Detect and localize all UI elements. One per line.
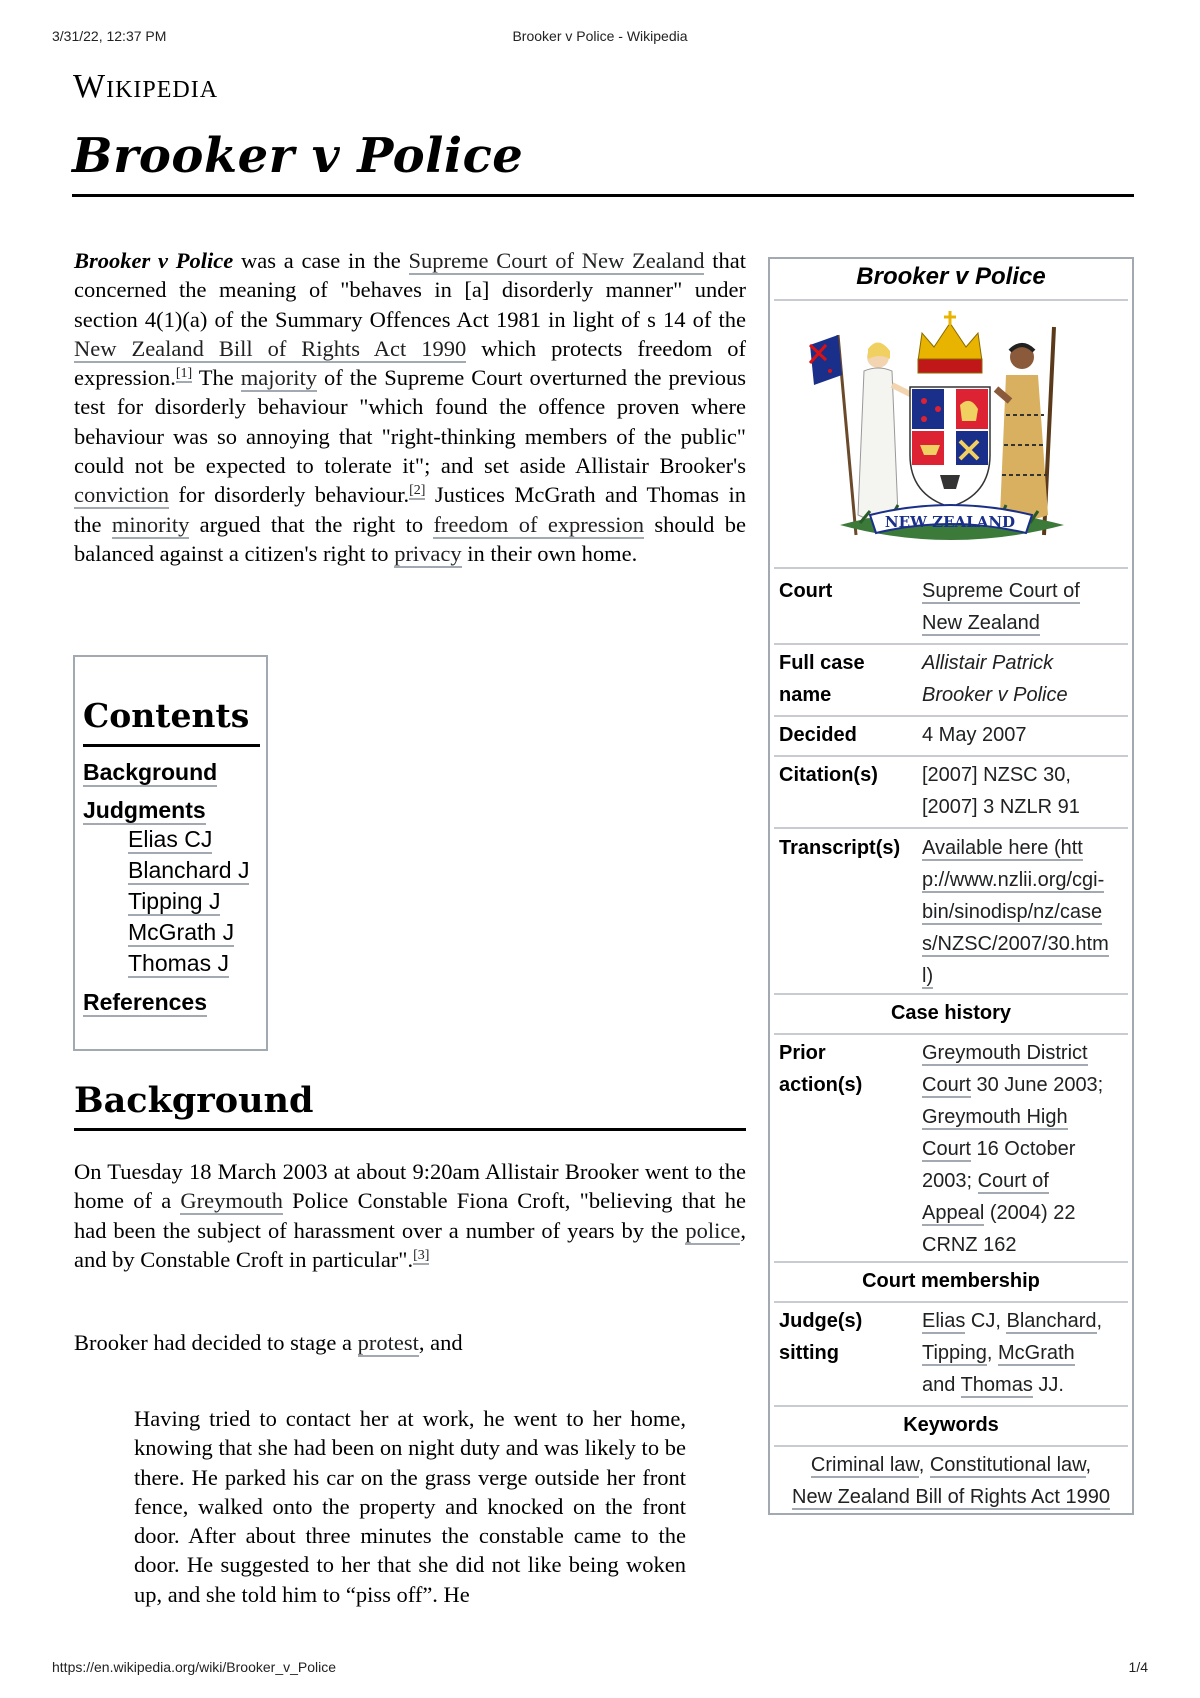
title-rule: [72, 194, 1134, 197]
link-police[interactable]: police: [685, 1217, 741, 1243]
lead-text: of the Supreme Court overturned the previous test for disorderly behaviour "which found the offence proven where behaviour was so annoying that "right-thinking members of the public" could not be expected to tolerate it"; and set aside Allistair Brooker's: [74, 365, 747, 479]
link-freedom-of-expression[interactable]: freedom of expression: [433, 511, 645, 537]
fullname-value: Allistair Patrick Brooker v Police: [922, 652, 1068, 706]
background-heading: Background: [74, 1080, 314, 1121]
transcript-value: [922, 832, 1128, 992]
link-greymouth-district-court[interactable]: Greymouth District: [922, 1042, 1088, 1064]
transcript-label: Transcript(s): [779, 837, 901, 859]
toc-item-background[interactable]: Background: [83, 759, 218, 785]
toc-item-elias[interactable]: Elias CJ: [128, 826, 213, 852]
table-of-contents: [73, 655, 268, 1051]
link-transcript[interactable]: p://www.nzlii.org/cgi-: [922, 869, 1105, 891]
keywords-value: Criminal law, Constitutional law, New Zealand Bill of Rights Act 1990: [792, 1454, 1110, 1508]
print-date: 3/31/22, 12:37 PM: [52, 28, 167, 44]
print-footer: [52, 1659, 1148, 1679]
link-nzbora[interactable]: New Zealand Bill of Rights Act 1990: [792, 1486, 1110, 1508]
toc-item-references[interactable]: References: [83, 989, 208, 1015]
infobox-separator: [774, 1405, 1128, 1407]
link-supreme-court[interactable]: Supreme Court of New Zealand: [408, 248, 705, 273]
para-text: , and: [418, 1330, 463, 1355]
toc-item-tipping[interactable]: Tipping J: [128, 888, 221, 914]
link-tipping[interactable]: Tipping: [922, 1342, 987, 1364]
infobox-separator: [774, 827, 1128, 829]
decided-label: Decided: [779, 724, 857, 746]
infobox-separator: [774, 1445, 1128, 1447]
lead-text: which protects freedom of expression.: [74, 335, 746, 391]
infobox-title: Brooker v Police: [856, 263, 1046, 290]
link-court[interactable]: Supreme Court of: [922, 580, 1080, 602]
keywords-header: Keywords: [903, 1414, 999, 1436]
print-url: https://en.wikipedia.org/wiki/Brooker_v_Police: [52, 1659, 337, 1675]
block-quote: Having tried to contact her at work, he went to her home, knowing that she had been on night duty and was likely to be there. He parked his car on the grass verge outside her front fence, walked onto the property and knocked on the front door. After about three minutes the constable came to the door. He suggested to her that she did not like being woken up, and she told him to “piss off”. He: [134, 1406, 686, 1607]
print-page-number: 1/4: [1128, 1659, 1148, 1675]
link-privacy[interactable]: privacy: [394, 540, 462, 566]
infobox-separator: [774, 1033, 1128, 1035]
infobox-separator: [774, 299, 1128, 301]
judges-label: Judge(s) sitting: [779, 1310, 863, 1364]
lead-text: for disorderly behaviour.: [168, 482, 410, 508]
link-transcript[interactable]: bin/sinodisp/nz/case: [922, 901, 1103, 923]
lead-text: was a case in the: [233, 248, 409, 273]
para-text: Brooker had decided to stage a: [74, 1330, 358, 1355]
background-rule: [74, 1128, 746, 1131]
page-title: Brooker v Police: [72, 128, 524, 184]
decided-value: 4 May 2007: [922, 724, 1027, 746]
coat-of-arms-emblem[interactable]: [800, 305, 1100, 565]
toc-item-mcgrath[interactable]: McGrath J: [128, 919, 235, 945]
link-court-2[interactable]: New Zealand: [922, 612, 1040, 634]
para-text: On Tuesday 18 March 2003 at about 9:20am Allistair Brooker went to the home of a: [74, 1159, 746, 1214]
link-transcript[interactable]: Available here (htt: [922, 837, 1083, 859]
lead-text: should be balanced against a citizen's right to: [74, 511, 746, 566]
link-elias[interactable]: Elias: [922, 1310, 966, 1332]
toc-item-judgments[interactable]: Judgments: [83, 797, 206, 823]
citation-value: [2007] NZSC 30, [2007] 3 NZLR 91: [922, 764, 1080, 818]
background-paragraph-1: [74, 1157, 746, 1274]
link-criminal-law[interactable]: Criminal law: [810, 1454, 919, 1476]
link-blanchard[interactable]: Blanchard: [1006, 1310, 1097, 1332]
para-text: Police Constable Fiona Croft, "believing that he had been the subject of harassment over a number of years by the: [74, 1188, 746, 1243]
prior-actions-value: Greymouth District Court 30 June 2003; Greymouth High Court 16 October 2003; Court of Appeal (2004) 22 CRNZ 162: [922, 1042, 1104, 1256]
infobox-separator: [774, 993, 1128, 995]
infobox-separator: [774, 567, 1128, 569]
link-greymouth-district-court[interactable]: Court: [922, 1074, 971, 1096]
lead-text: Justices McGrath and Thomas in the: [74, 482, 746, 537]
case-history-header: Case history: [890, 1002, 1012, 1024]
infobox-separator: [774, 1301, 1128, 1303]
link-thomas[interactable]: Thomas: [960, 1374, 1033, 1396]
emblem-banner-text: NEW ZEALAND: [884, 513, 1016, 531]
judges-value: Elias CJ, Blanchard, Tipping, McGrath and Thomas JJ.: [922, 1310, 1103, 1396]
link-greymouth[interactable]: Greymouth: [180, 1188, 283, 1214]
link-greymouth-high-court[interactable]: Court: [922, 1138, 971, 1160]
print-title: Brooker v Police - Wikipedia: [512, 28, 688, 44]
infobox-separator: [774, 755, 1128, 757]
citation-label: Citation(s): [779, 764, 878, 786]
wikipedia-wordmark[interactable]: Wikipedia: [73, 68, 219, 105]
fullname-label: Full case name: [779, 652, 865, 706]
court-membership-header: Court membership: [862, 1270, 1040, 1292]
ref-1[interactable]: [1]: [175, 366, 193, 382]
lead-text: in their own home.: [461, 540, 638, 566]
infobox-separator: [774, 715, 1128, 717]
background-paragraph-2: [74, 1328, 746, 1357]
lead-text: that concerned the meaning of "behaves in [a] disorderly manner" under section 4(1)(a) of the Summary Offences Act 1981 in light of s 14 of the: [74, 248, 746, 332]
infobox-separator: [774, 1261, 1128, 1263]
toc-title: Contents: [83, 696, 250, 735]
para-text: , and by Constable Croft in particular".: [74, 1217, 746, 1272]
link-greymouth-high-court[interactable]: Greymouth High: [922, 1106, 1068, 1128]
toc-item-blanchard[interactable]: Blanchard J: [128, 857, 250, 883]
ref-3[interactable]: [3]: [413, 1247, 430, 1263]
ref-2[interactable]: [2]: [409, 483, 426, 499]
court-label: Court: [779, 580, 833, 602]
link-court-of-appeal[interactable]: Court of: [977, 1170, 1049, 1192]
print-header: [52, 28, 1148, 48]
infobox-separator: [774, 643, 1128, 645]
link-conviction[interactable]: conviction: [74, 482, 169, 508]
court-value: [922, 575, 1128, 639]
lead-text: argued that the right to: [189, 511, 434, 537]
toc-item-thomas[interactable]: Thomas J: [128, 950, 229, 976]
link-court-of-appeal[interactable]: Appeal: [922, 1202, 985, 1224]
link-mcgrath[interactable]: McGrath: [997, 1342, 1075, 1364]
infobox: [768, 257, 1134, 1515]
lead-text: The: [192, 365, 241, 391]
toc-title-rule: [83, 744, 260, 747]
lead-paragraph: [74, 246, 746, 568]
link-constitutional-law[interactable]: Constitutional law: [929, 1454, 1086, 1476]
link-majority[interactable]: majority: [240, 365, 318, 391]
link-transcript[interactable]: s/NZSC/2007/30.htm: [922, 933, 1109, 955]
link-transcript[interactable]: l): [922, 965, 934, 987]
link-bill-of-rights[interactable]: New Zealand Bill of Rights Act 1990: [74, 335, 467, 361]
prior-actions-label: Prior action(s): [779, 1042, 863, 1096]
link-minority[interactable]: minority: [111, 511, 190, 537]
link-protest[interactable]: protest: [357, 1330, 419, 1355]
lead-bold-title: Brooker v Police: [74, 248, 234, 273]
